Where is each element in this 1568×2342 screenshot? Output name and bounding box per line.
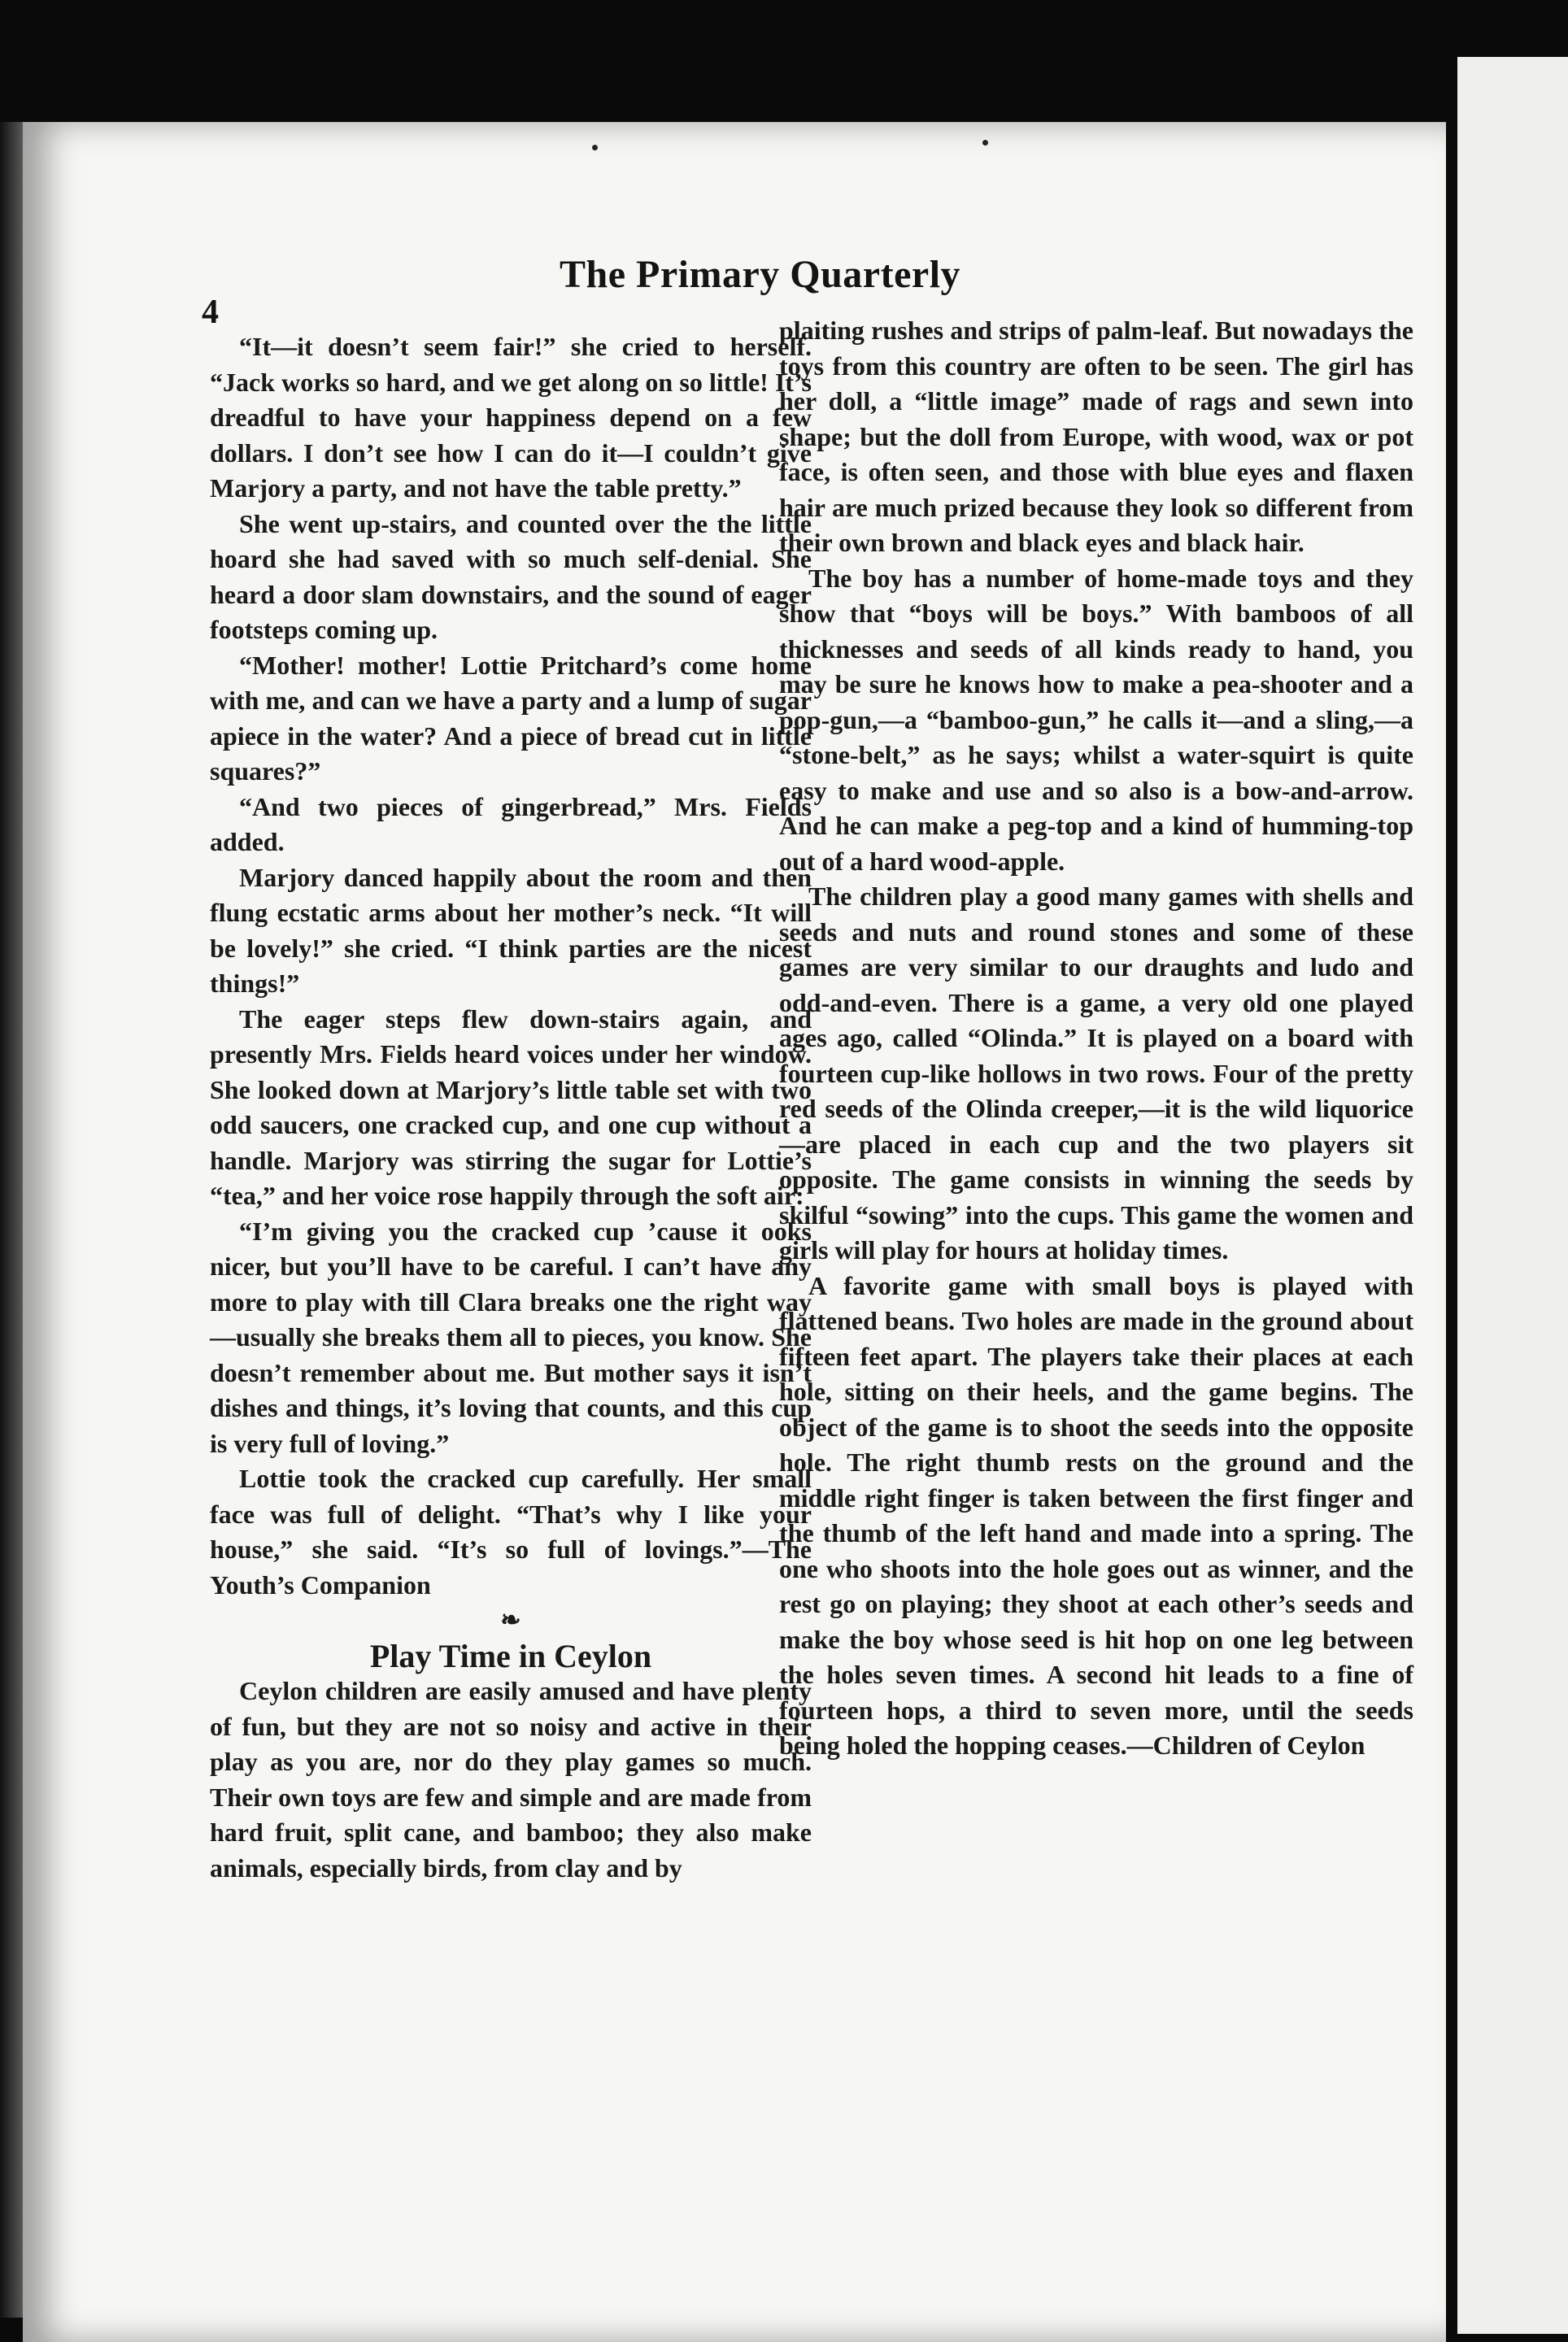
paragraph: The boy has a number of home-made toys and they show that “boys will be boys.” With bamboos of all thicknesses and seeds of all kinds ready to hand, you may be sure he knows how to make a pea-shooter and a pop-gun,—a “bamboo-gun,” he calls it—and a sling,—a “stone-belt,” as he says; whilst a water-squirt is quite easy to make and use and so also is a bow-and-arrow. And he can make a peg-top and a kind of humming-top out of a hard wood-apple. <box>779 563 1413 876</box>
page-number: 4 <box>202 294 219 331</box>
print-speck <box>592 145 598 150</box>
paragraph: plaiting rushes and strips of palm-leaf. But nowadays the toys from this country are often to be seen. The girl has her doll, a “little image” made of rags and sewn into shape; but the doll from Europe, with wood, wax or pot face, is often seen, and those with blue eyes and flaxen hair are much prized because they look so different from their own brown and black eyes and black hair. <box>779 316 1413 557</box>
paragraph: She went up-stairs, and counted over the the little hoard she had saved with so much self-denial. She heard a door slam downstairs, and the sound of eager footsteps coming up. <box>210 508 812 644</box>
paragraph: “It—it doesn’t seem fair!” she cried to herself. “Jack works so hard, and we get along on so little! It’s dreadful to have your happiness depend on a few dollars. I don’t see how I can do it—I couldn’t give Marjory a party, and not have the table pretty.” <box>210 332 812 503</box>
facing-page-edge <box>1446 57 1568 2334</box>
left-column <box>210 329 812 1886</box>
running-title: The Primary Quarterly <box>560 253 961 296</box>
paragraph: Lottie took the cracked cup carefully. Her small face was full of delight. “That’s why I like your house,” she said. “It’s so full of lovings.”—The Youth’s Companion <box>210 1464 812 1600</box>
section-heading: Play Time in Ceylon <box>369 1637 652 1674</box>
document-page <box>23 122 1446 2342</box>
paragraph: “I’m giving you the cracked cup ’cause it ooks nicer, but you’ll have to be careful. I can’t have any more to play with till Clara breaks one the right way—usually she breaks them all to pieces, you know. She doesn’t remember about me. But mother says it isn’t dishes and things, it’s loving that counts, and this cup is very full of loving.” <box>210 1216 812 1458</box>
paragraph: The eager steps flew down-stairs again, and presently Mrs. Fields heard voices under her window. She looked down at Marjory’s little table set with two odd saucers, one cracked cup, and one cup without a handle. Marjory was stirring the sugar for Lottie’s “tea,” and her voice rose happily through the soft air: <box>210 1003 812 1210</box>
paragraph: The children play a good many games with shells and seeds and nuts and round stones and some of these games are very similar to our draughts and ludo and odd-and-even. There is a game, a very old one played ages ago, called “Olinda.” It is played on a board with fourteen cup-like hollows in two rows. Four of the pretty red seeds of the Olinda creeper,—it is the wild liquorice—are placed in each cup and the two players sit opposite. The game consists in winning the seeds by skilful “sowing” into the cups. This game the women and girls will play for hours at holiday times. <box>779 882 1413 1265</box>
print-speck <box>982 140 988 146</box>
paragraph: Marjory danced happily about the room and then flung ecstatic arms about her mother’s neck. “It will be lovely!” she cried. “I think parties are the nicest things!” <box>210 862 812 998</box>
right-column <box>779 313 1413 1764</box>
paragraph: A favorite game with small boys is played with flattened beans. Two holes are made in the ground about fifteen feet apart. The players take their places at each hole, sitting on their heels, and the game begins. The object of the game is to shoot the seeds into the opposite hole. The right thumb rests on the ground and the middle right finger is taken between the first finger and the thumb of the left hand and made into a spring. The one who shoots into the hole goes out as winner, and the rest go on playing; they shoot at each other’s seeds and make the boy whose seed is hit hop on one leg between the holes seven times. A second hit leads to a fine of fourteen hops, a third to seven more, until the seeds being holed the hopping ceases.—Children of Ceylon <box>779 1270 1413 1760</box>
ornament-icon: ❧ <box>500 1607 521 1634</box>
paragraph: “And two pieces of gingerbread,” Mrs. Fields added. <box>210 791 812 856</box>
paragraph: Ceylon children are easily amused and have plenty of fun, but they are not so noisy and active in their play as you are, nor do they play games so much. Their own toys are few and simple and are made from hard fruit, split cane, and bamboo; they also make animals, especially birds, from clay and by <box>210 1676 812 1883</box>
paragraph: “Mother! mother! Lottie Pritchard’s come home with me, and can we have a party and a lump of sugar apiece in the water? And a piece of bread cut in little squares?” <box>210 650 812 786</box>
